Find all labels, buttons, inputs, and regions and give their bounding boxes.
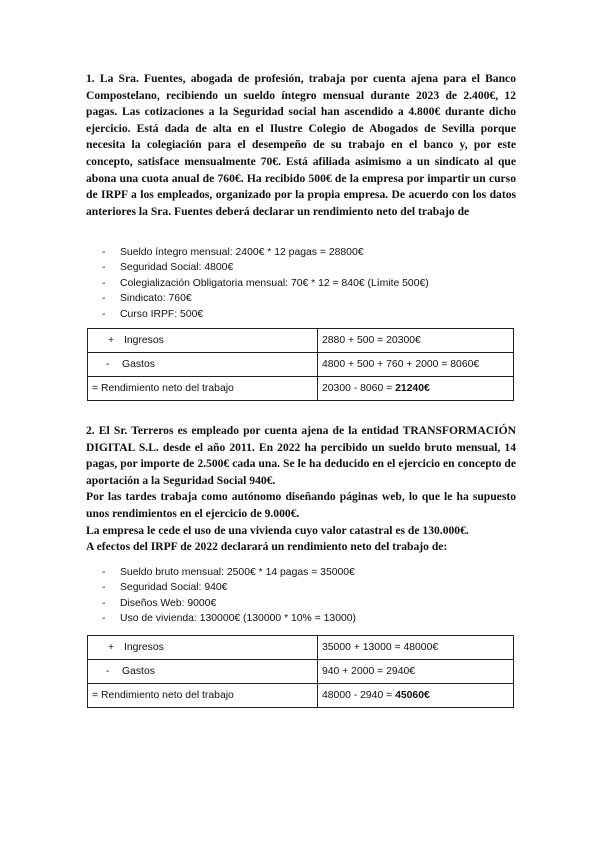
list-item: - Curso IRPF: 500€ <box>102 307 522 322</box>
exercise-2-paragraph: La empresa le cede el uso de una vivienda cuyo valor catastral es de 130.000€. <box>86 523 469 537</box>
list-item: - Sueldo bruto mensual: 2500€ * 14 pagas = 35000€ <box>102 565 522 580</box>
table-row <box>88 353 514 377</box>
list-item: - Sueldo íntegro mensual: 2400€ * 12 pagas = 28800€ <box>102 245 522 260</box>
income-label-cell <box>88 329 318 353</box>
exercise-2-paragraph: A efectos del IRPF de 2022 declarará un rendimiento neto del trabajo de: <box>86 540 448 554</box>
expense-label: Gastos <box>122 666 155 677</box>
table-row <box>88 329 514 353</box>
net-result: 45060€ <box>395 690 430 701</box>
net-label-cell: = Rendimiento neto del trabajo <box>88 684 318 708</box>
income-value-cell: 35000 + 13000 = 48000€ <box>318 636 514 660</box>
income-value-cell: 2880 + 500 = 20300€ <box>318 329 514 353</box>
exercise-1-calculation-table <box>87 328 514 401</box>
expense-value-cell: 4800 + 500 + 760 + 2000 = 8060€ <box>318 353 514 377</box>
minus-sign: - <box>106 359 110 370</box>
plus-sign: + <box>108 642 115 653</box>
list-item: - Seguridad Social: 4800€ <box>102 260 522 275</box>
expense-value-cell: 940 + 2000 = 2940€ <box>318 660 514 684</box>
exercise-1-statement: 1. La Sra. Fuentes, abogada de profesión, trabaja por cuenta ajena para el Banco Compostelano, recibiendo un sueldo íntegro mensual durante 2023 de 2.400€, 12 pagas. Las cotizaciones a la Seguridad social han ascendido a 4.800€ durante dicho ejercicio. Está dada de alta en el Ilustre Colegio de Abogados de Sevilla porque necesita la colegiación para el desempeño de su trabajo en el banco y, por este concepto, satisface mensualmente 70€. Está afiliada asimismo a un sindicato al que abona una cuota anual de 760€. Ha recibido 500€ de la empresa por impartir un curso de IRPF a los empleados, organizado por la propia empresa. De acuerdo con los datos anteriores la Sra. Fuentes deberá declarar un rendimiento neto del trabajo de <box>86 72 516 218</box>
minus-sign: - <box>106 666 110 677</box>
income-label: Ingresos <box>124 642 164 653</box>
list-item: - Diseños Web: 9000€ <box>102 596 522 611</box>
expense-label-cell <box>88 660 318 684</box>
exercise-2-paragraph: Por las tardes trabaja como autónomo diseñando páginas web, lo que le ha supuesto unos rendimientos en el ejercicio de 9.000€. <box>86 490 516 520</box>
table-row <box>88 684 514 708</box>
expense-label-cell <box>88 353 318 377</box>
exercise-2-calculation-table <box>87 635 514 708</box>
plus-sign: + <box>108 335 115 346</box>
expense-label: Gastos <box>122 359 155 370</box>
table-row <box>88 636 514 660</box>
exercise-1-data-list <box>102 245 522 322</box>
exercise-2-statement <box>86 423 516 556</box>
list-item: - Uso de vivienda: 130000€ (130000 * 10% = 13000) <box>102 611 522 626</box>
exercise-2-paragraph: 2. El Sr. Terreros es empleado por cuenta ajena de la entidad TRANSFORMACIÓN DIGITAL S.L. desde el año 2011. En 2022 ha percibido un sueldo bruto mensual, 14 pagas, por importe de 2.500€ cada una. Se le ha deducido en el ejercicio en concepto de aportación a la Seguridad Social 940€. <box>86 424 516 487</box>
net-result: 21240€ <box>395 383 430 394</box>
net-value-cell <box>318 377 514 401</box>
income-label: Ingresos <box>124 335 164 346</box>
net-formula: 48000 - 2940 = <box>322 690 396 701</box>
list-item: - Sindicato: 760€ <box>102 291 522 306</box>
income-label-cell <box>88 636 318 660</box>
net-formula: 20300 - 8060 = <box>322 383 396 394</box>
exercise-2-data-list <box>102 565 522 627</box>
table-row <box>88 660 514 684</box>
list-item: - Seguridad Social: 940€ <box>102 580 522 595</box>
list-item: - Colegialización Obligatoria mensual: 70€ * 12 = 840€ (Límite 500€) <box>102 276 522 291</box>
net-value-cell <box>318 684 514 708</box>
net-label-cell: = Rendimiento neto del trabajo <box>88 377 318 401</box>
table-row <box>88 377 514 401</box>
